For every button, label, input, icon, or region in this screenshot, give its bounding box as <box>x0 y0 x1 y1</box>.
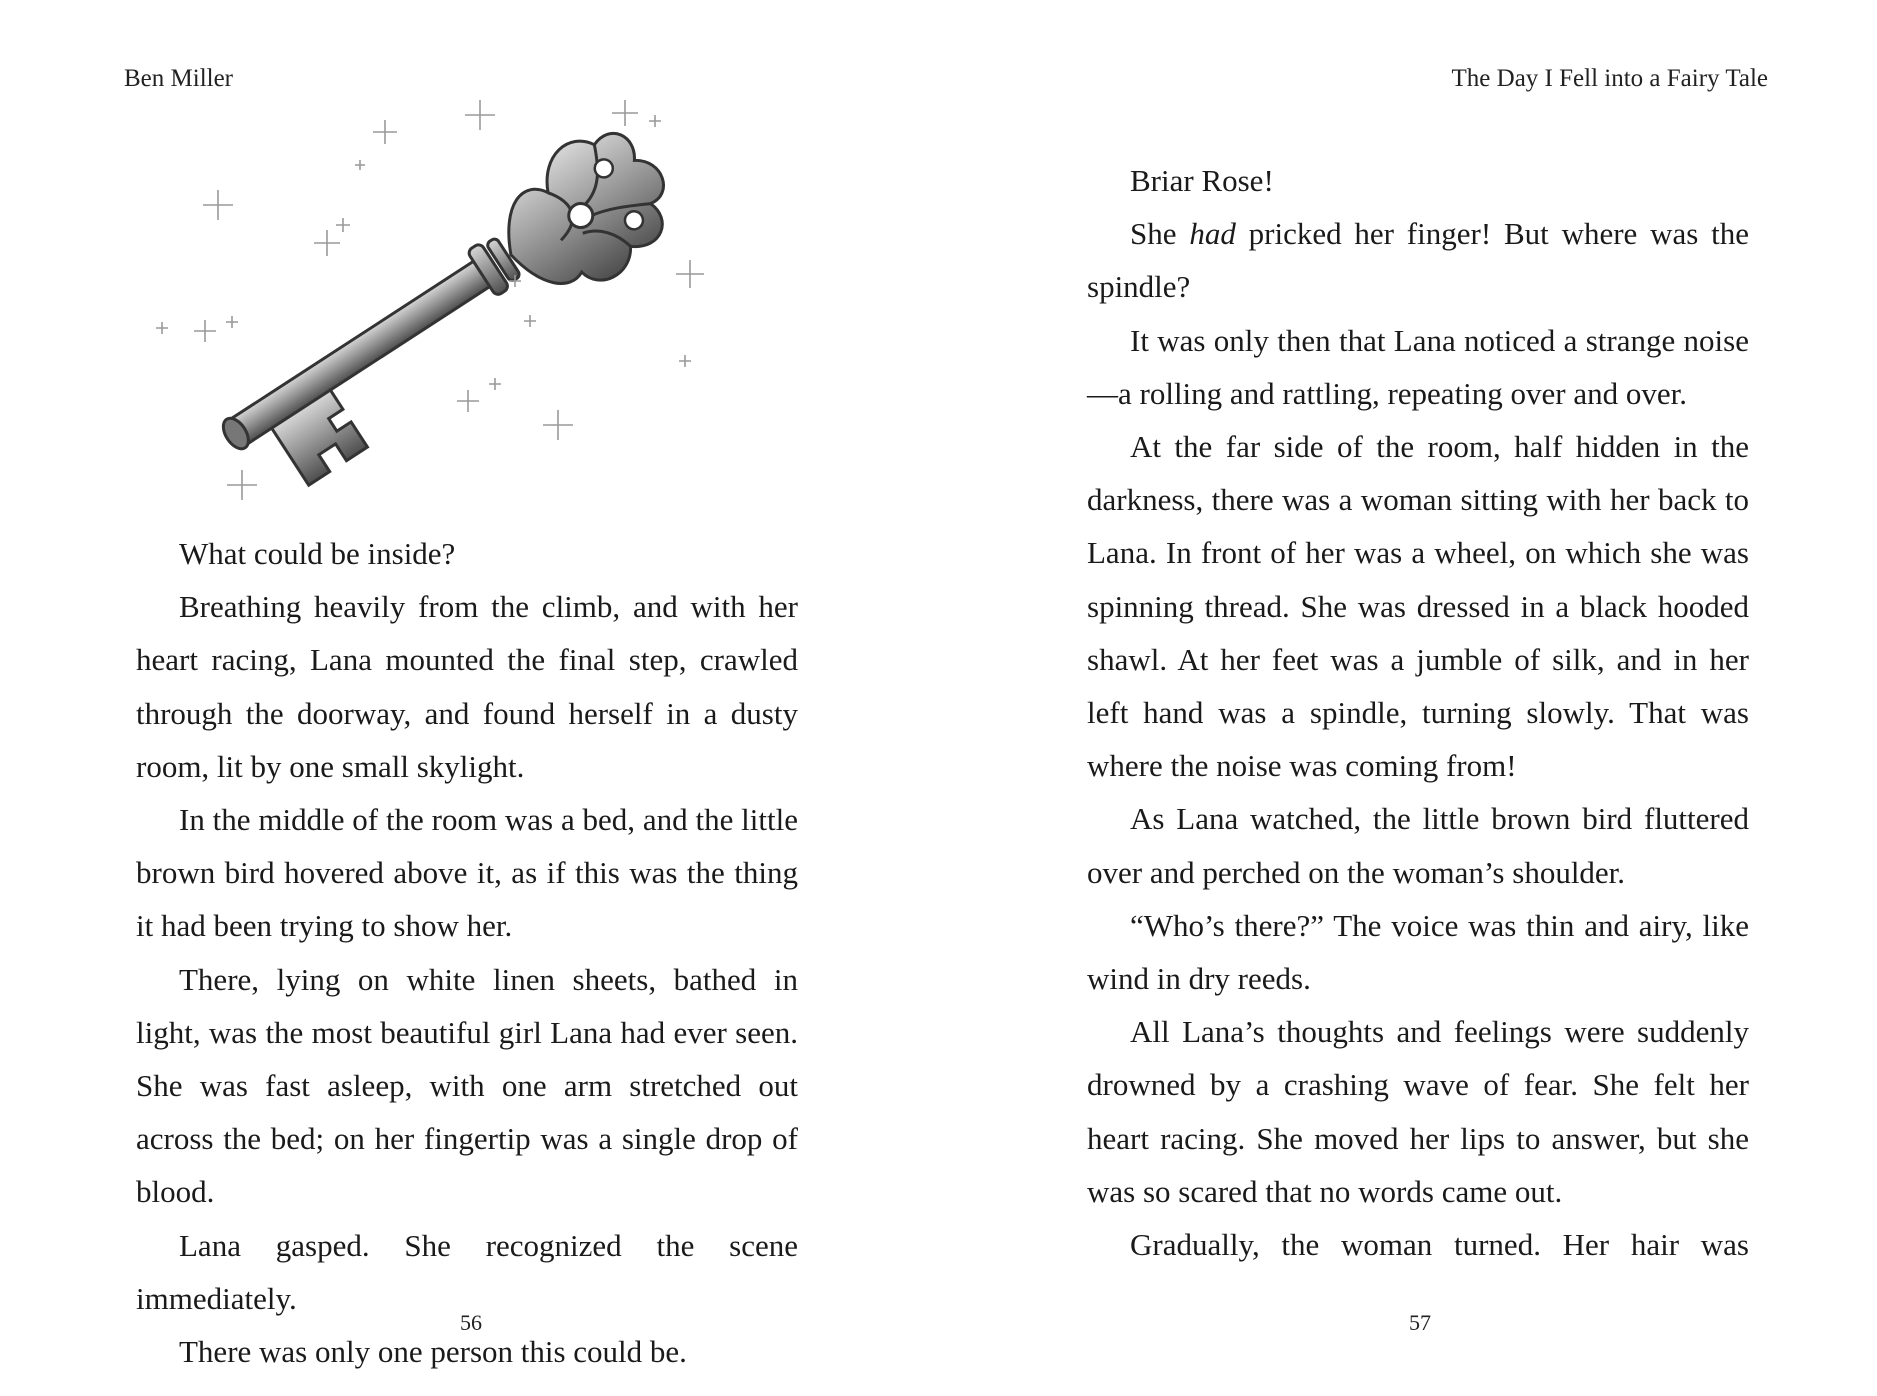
text-run: She <box>1130 216 1190 252</box>
paragraph: What could be inside? <box>179 536 456 571</box>
paragraph: Breathing heavily from the climb, and with her heart racing, Lana mounted the final step, crawled through the doorway, and found herself in a dusty room, lit by one small skylight. <box>136 589 798 784</box>
paragraph-continues: Gradually, the woman turned. Her hair was <box>1130 1227 1749 1263</box>
paragraph: All Lana’s thoughts and feelings were suddenly drowned by a crashing wave of fear. She felt her heart racing. She moved her lips to answer, but she was so scared that no words came out. <box>1087 1014 1749 1209</box>
paragraph: Briar Rose! <box>1130 163 1274 198</box>
paragraph: As Lana watched, the little brown bird fluttered over and perched on the woman’s shoulder. <box>1087 801 1749 890</box>
running-head-title: The Day I Fell into a Fairy Tale <box>1451 65 1768 92</box>
key-shape <box>193 110 698 509</box>
paragraph: In the middle of the room was a bed, and the little brown bird hovered above it, as if this was the thing it had been trying to show her. <box>136 802 798 944</box>
paragraph: There was only one person this could be. <box>179 1334 687 1370</box>
paragraph: It was only then that Lana noticed a strange noise—a rolling and rattling, repeating over and over. <box>1087 322 1749 411</box>
ornate-key-illustration <box>150 100 720 510</box>
left-page <box>0 0 938 1396</box>
left-page-body-text <box>136 527 798 1378</box>
right-page <box>938 0 1877 1396</box>
paragraph <box>1087 207 1749 313</box>
paragraph: Lana gasped. She recognized the scene immediately. <box>136 1227 798 1316</box>
paragraph: There, lying on white linen sheets, bathed in light, was the most beautiful girl Lana had ever seen. She was fast asleep, with one arm stretched out across the bed; on her fingertip was a single drop of blood. <box>136 961 798 1210</box>
paragraph: “Who’s there?” The voice was thin and airy, like wind in dry reeds. <box>1087 907 1749 997</box>
text-run: pricked her finger! But where was the spindle? <box>1087 216 1750 305</box>
paragraph: At the far side of the room, half hidden in the darkness, there was a woman sitting with her back to Lana. In front of her was a wheel, on which she was spinning thread. She was dressed in a black hooded shawl. At her feet was a jumble of silk, and in her left hand was a spindle, turning slowly. That was where the noise was coming from! <box>1087 429 1749 784</box>
emphasized-text: had <box>1189 216 1236 252</box>
running-head-author: Ben Miller <box>124 65 234 92</box>
page-number: 56 <box>460 1310 482 1335</box>
right-page-body-text <box>1087 154 1749 1271</box>
page-number: 57 <box>1409 1310 1431 1335</box>
